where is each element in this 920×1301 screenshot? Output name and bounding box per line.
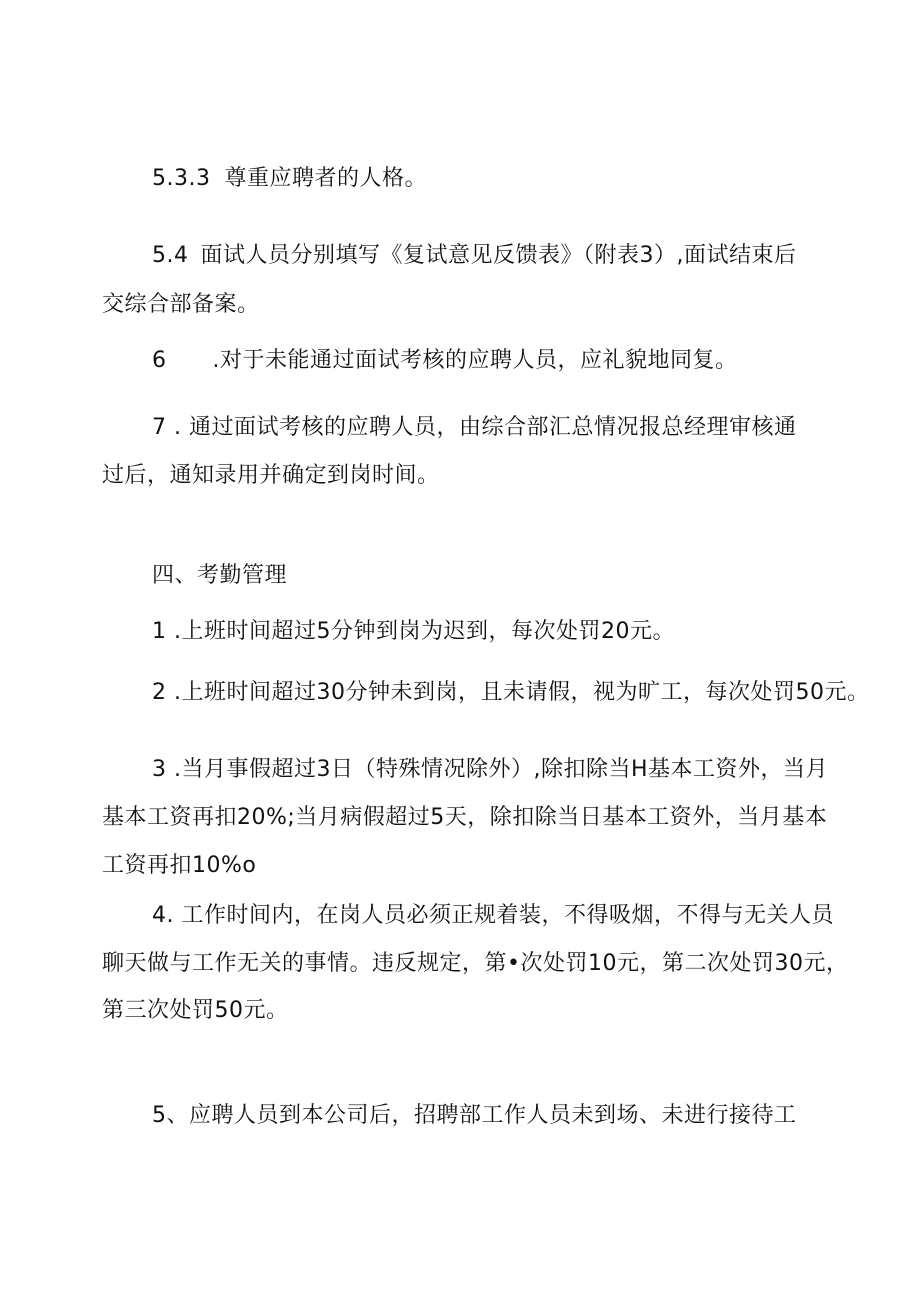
section-heading-attendance: 四、考勤管理	[152, 563, 288, 588]
paragraph-5-4-line1	[152, 241, 797, 271]
clause-text: 尊重应聘者的人格。	[224, 166, 427, 191]
paragraph-5-4-line2: 交综合部备案。	[102, 292, 260, 317]
clause-text: .对于未能通过面试考核的应聘人员，应礼貌地同复。	[212, 348, 738, 373]
attendance-item-2: 2 .上班时间超过30分钟未到岗，且未请假，视为旷工，每次处罚50元。	[152, 680, 870, 705]
clause-number: 6	[152, 348, 167, 373]
attendance-item-4-line2: 聊天做与工作无关的事情。违反规定，第•次处罚10元，第二次处罚30元，	[102, 951, 849, 976]
attendance-item-3-line1: 3 .当月事假超过3日（特殊情况除外）,除扣除当H基本工资外，当月	[152, 757, 829, 782]
attendance-item-3-line2: 基本工资再扣20%;当月病假超过5天，除扣除当日基本工资外，当月基本	[102, 805, 828, 830]
attendance-item-3-line3: 工资再扣10%o	[102, 853, 257, 878]
attendance-item-1: 1 .上班时间超过5分钟到岗为迟到，每次处罚20元。	[152, 619, 675, 644]
attendance-item-5-line1: 5、应聘人员到本公司后，招聘部工作人员未到场、未进行接待工	[152, 1103, 797, 1128]
paragraph-6	[152, 346, 738, 376]
clause-number: 5.3.3	[152, 166, 211, 191]
paragraph-7-line2: 过后，通知录用并确定到岗时间。	[102, 463, 440, 488]
attendance-item-4-line1: 4. 工作时间内，在岗人员必须正规着装，不得吸烟，不得与无关人员	[152, 903, 834, 928]
clause-text: 面试人员分别填写《复试意见反馈表》（附表3）,面试结束后	[200, 243, 797, 268]
attendance-item-4-line3: 第三次处罚50元。	[102, 998, 289, 1023]
paragraph-5-3-3	[152, 164, 427, 194]
paragraph-7-line1: 7 . 通过面试考核的应聘人员，由综合部汇总情况报总经理审核通	[152, 415, 797, 440]
clause-number: 5.4	[152, 243, 189, 268]
